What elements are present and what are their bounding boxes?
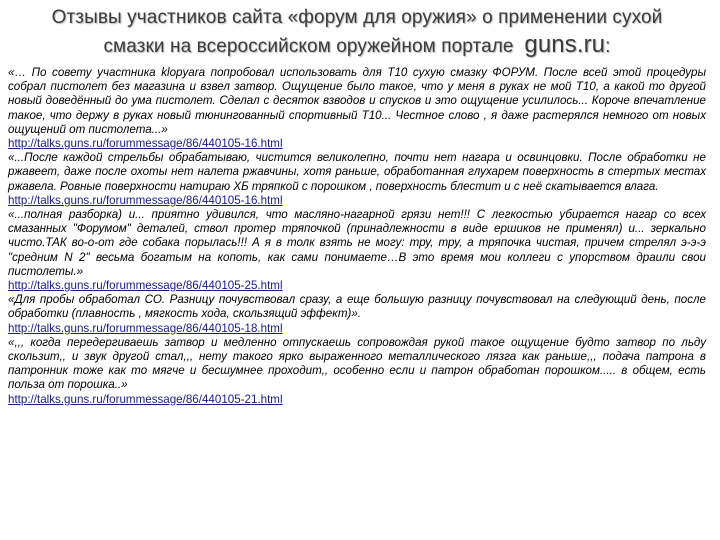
title-line-2: смазки на всероссийском оружейном портале [103,36,514,57]
title-site: guns.ru [524,31,606,58]
review-link-4[interactable]: http://talks.guns.ru/forummessage/86/440105-18.html [8,321,283,335]
review-text-4: «Для пробы обработал СО. Разницу почувствовал сразу, а еще большую разницу почувствовал на следующий день, после обработки (плавность , мягкость хода, скользящий эффект)». [8,293,706,321]
review-text-1: «… По совету участника klopyara попробовал использовать для Т10 сухую смазку ФОРУМ. После всей этой процедуры собрал пистолет без магазина и взвел затвор. Ощущение было такое, что у меня в руках не мой Т10, а какой то другой новый доведённый до ума пистолет. Сделал с десяток взводов и спусков и это ощущение усилилось... Короче впечатление такое, что держу в руках новый тюнингованный спортивный Т10... Честное слово , я даже растерялся немного от новых ощущений от пистолета...» [8,66,706,136]
title-line-1: Отзывы участников сайта «форум для оружия» о применении сухой [51,7,663,28]
review-link-1[interactable]: http://talks.guns.ru/forummessage/86/440105-16.html [8,137,283,151]
review-link-3[interactable]: http://talks.guns.ru/forummessage/86/440105-25.html [8,279,283,293]
review-link-5[interactable]: http://talks.guns.ru/forummessage/86/440105-21.html [8,392,283,406]
reviews-body [8,66,706,407]
page-title [8,4,706,60]
review-link-2[interactable]: http://talks.guns.ru/forummessage/86/440105-16.html [8,193,283,207]
review-text-2: «...После каждой стрельбы обрабатываю, чистится великолепно, почти нет нагара и освинцовки. После обработки не ржавеет, даже после охоты нет налета ржавчины, хотя раньше, обработанная глухарем поверхность в стертых местах ржавела. Ровные поверхности натираю ХБ тряпкой с порошком , поверхность блестит и с неё скатывается влага. [8,151,706,193]
review-text-3: «...полная разборка) и... приятно удивился, что масляно-нагарной грязи нет!!! С легкостью убирается нагар со всех смазанных "Форумом" деталей, ствол протер тряпочкой (принадлежности в виде ершиков не применял) и... зеркально чисто.ТАК во-о-от где собака порылась!!! А я в толк взять не могу: тру, тру, а тряпочка чистая, причем стрелял э-э-э "средним N 2" весьма богатым на копоть, как сами понимаете…В это время мои коллеги с упорством драили свои пистолеты.» [8,208,706,278]
review-text-5: «,,, когда передергиваешь затвор и медленно отпускаешь сопровождая рукой такое ощущение будто затвор по льду скользит,, и звук другой стал,,, нету такого ярко выраженного металлического лязга как раньше,,, подача патрона в патронник тоже как то мягче и бесшумнее проходит,, особенно если и патрон обработан порошком..... в общем, есть польза от порошка..» [8,335,706,392]
title-colon: : [605,36,611,57]
